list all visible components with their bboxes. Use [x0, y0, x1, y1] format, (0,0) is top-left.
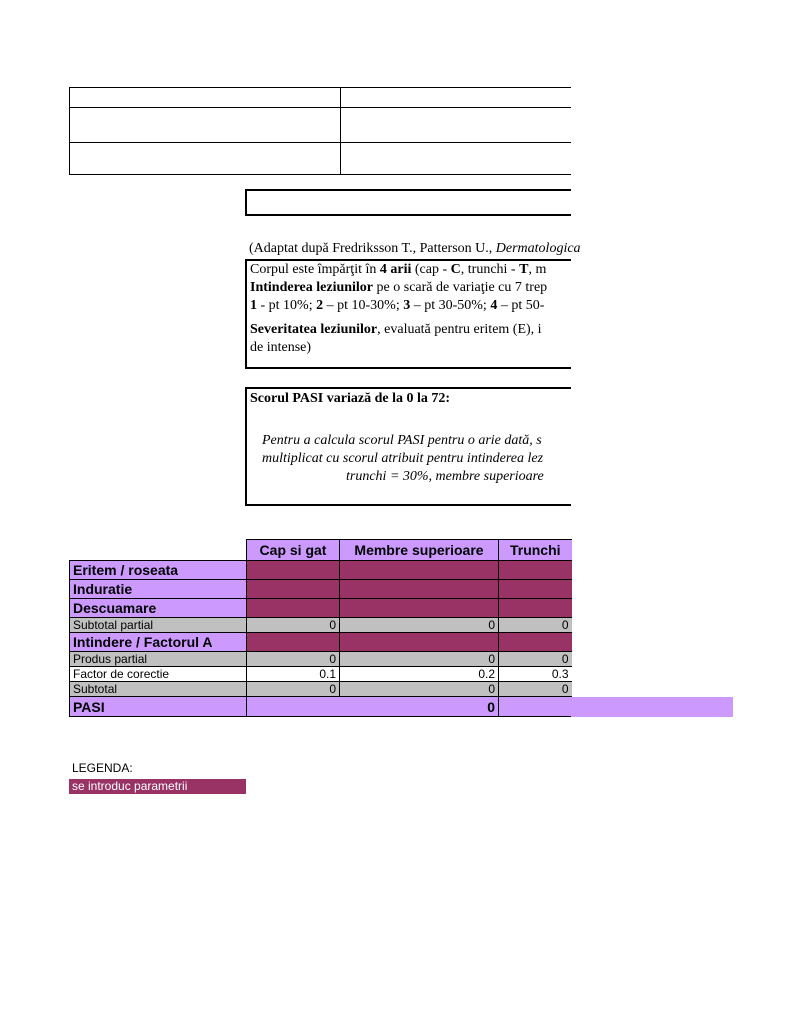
- reference-text: (Adaptat după Fredriksson T., Patterson U.,: [249, 241, 496, 256]
- row-label-pasi: PASI: [70, 697, 247, 717]
- desc-bold: Severitatea leziunilor: [250, 322, 378, 337]
- info-cell[interactable]: [341, 88, 572, 108]
- intindere-cap-input[interactable]: [247, 633, 340, 652]
- reference-line: [249, 240, 581, 258]
- info-cell[interactable]: [70, 108, 341, 143]
- col-header-trunchi: Trunchi: [499, 540, 572, 561]
- subtotal-trunchi: 0: [499, 682, 572, 697]
- descuamare-cap-input[interactable]: [247, 599, 340, 618]
- description-box: [245, 259, 571, 369]
- reference-journal: Dermatologica: [495, 241, 581, 256]
- factor-trunchi: 0.3: [499, 667, 572, 682]
- grid-corner: [70, 540, 247, 561]
- subtotal-cap: 0: [247, 682, 340, 697]
- desc-bold: 4: [490, 298, 498, 313]
- desc-text: - pt 10%;: [257, 298, 317, 313]
- row-label-produs-partial: Produs partial: [70, 652, 247, 667]
- desc-text: (cap -: [411, 262, 451, 277]
- score-box: [245, 387, 571, 506]
- score-body-line: trunchi = 30%, membre superioare: [346, 469, 544, 484]
- desc-bold: 3: [403, 298, 411, 313]
- induratie-membre-input[interactable]: [340, 580, 499, 599]
- subtotal-membre: 0: [340, 682, 499, 697]
- induratie-trunchi-input[interactable]: [499, 580, 572, 599]
- desc-text: – pt 10-30%;: [323, 298, 404, 313]
- pasi-grid: [69, 539, 572, 717]
- eritem-cap-input[interactable]: [247, 561, 340, 580]
- row-label-intindere: Intindere / Factorul A: [70, 633, 247, 652]
- desc-text: Corpul este împărţit în: [250, 262, 380, 277]
- row-label-descuamare: Descuamare: [70, 599, 247, 618]
- desc-bold: C: [450, 262, 461, 277]
- title-box[interactable]: [245, 189, 571, 216]
- desc-bold: 2: [316, 298, 324, 313]
- eritem-trunchi-input[interactable]: [499, 561, 572, 580]
- descuamare-membre-input[interactable]: [340, 599, 499, 618]
- row-label-factor: Factor de corectie: [70, 667, 247, 682]
- info-cell[interactable]: [341, 143, 572, 175]
- pasi-value: 0: [247, 697, 499, 717]
- col-header-membre: Membre superioare: [340, 540, 499, 561]
- pasi-fill: [499, 697, 572, 717]
- desc-text: , evaluată pentru eritem (E), i: [377, 322, 542, 337]
- desc-text: pe o scară de variaţie cu 7 trep: [373, 280, 548, 295]
- score-body: [247, 432, 807, 486]
- info-cell[interactable]: [70, 88, 341, 108]
- produs-partial-membre: 0: [340, 652, 499, 667]
- desc-text: , trunchi -: [460, 262, 520, 277]
- info-cell[interactable]: [341, 108, 572, 143]
- factor-membre: 0.2: [340, 667, 499, 682]
- produs-partial-trunchi: 0: [499, 652, 572, 667]
- desc-bold: 4 arii: [379, 262, 412, 277]
- col-header-cap: Cap si gat: [247, 540, 340, 561]
- row-label-subtotal-partial: Subtotal partial: [70, 618, 247, 633]
- desc-bold: 1: [250, 298, 257, 313]
- score-body-line: multiplicat cu scorul atribuit pentru intinderea lez: [262, 451, 544, 466]
- intindere-membre-input[interactable]: [340, 633, 499, 652]
- legend-title: LEGENDA:: [72, 761, 133, 775]
- subtotal-partial-trunchi: 0: [499, 618, 572, 633]
- score-heading: Scorul PASI variază de la 0 la 72:: [250, 391, 451, 406]
- produs-partial-cap: 0: [247, 652, 340, 667]
- pasi-row-extension: [571, 697, 733, 717]
- intindere-trunchi-input[interactable]: [499, 633, 572, 652]
- score-body-line: Pentru a calcula scorul PASI pentru o arie dată, s: [262, 433, 542, 448]
- descuamare-trunchi-input[interactable]: [499, 599, 572, 618]
- top-info-table: [69, 87, 571, 175]
- desc-text: – pt 50-: [497, 298, 545, 313]
- row-label-eritem: Eritem / roseata: [70, 561, 247, 580]
- legend-input-swatch: se introduc parametrii: [69, 779, 246, 794]
- factor-cap: 0.1: [247, 667, 340, 682]
- row-label-subtotal: Subtotal: [70, 682, 247, 697]
- desc-text: , m: [528, 262, 547, 277]
- subtotal-partial-membre: 0: [340, 618, 499, 633]
- row-label-induratie: Induratie: [70, 580, 247, 599]
- induratie-cap-input[interactable]: [247, 580, 340, 599]
- subtotal-partial-cap: 0: [247, 618, 340, 633]
- eritem-membre-input[interactable]: [340, 561, 499, 580]
- desc-bold: T: [519, 262, 529, 277]
- desc-text: de intense): [250, 340, 312, 355]
- info-cell[interactable]: [70, 143, 341, 175]
- desc-text: – pt 30-50%;: [410, 298, 491, 313]
- desc-bold: Intinderea leziunilor: [250, 280, 374, 295]
